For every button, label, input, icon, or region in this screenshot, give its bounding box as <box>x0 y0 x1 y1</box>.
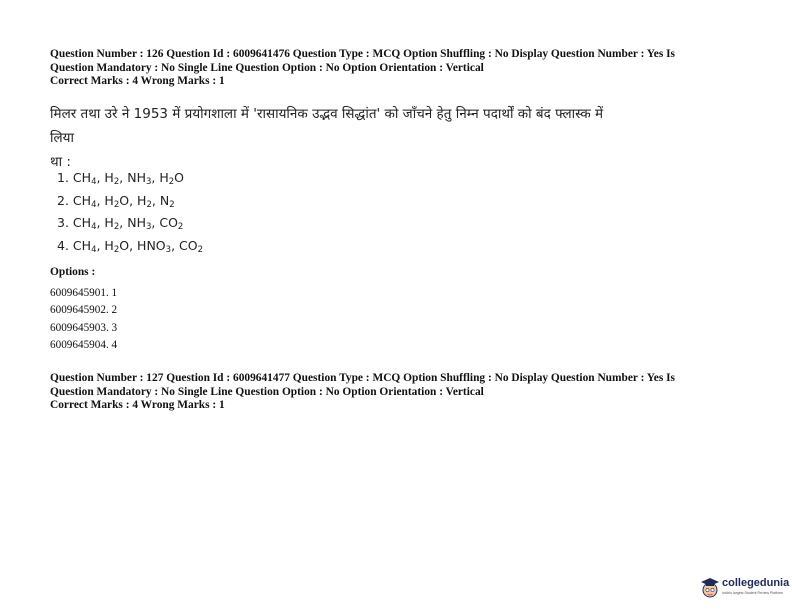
option-item-4: 6009645904. 4 <box>50 338 118 351</box>
q127-meta-line1: Question Number : 127 Question Id : 6009641477 Question Type : MCQ Option Shuffling : No Display Question Number : Yes Is <box>50 372 675 384</box>
formula-text: , CO <box>171 237 198 253</box>
formula-text: O <box>174 170 185 185</box>
formula-text: , H <box>96 237 114 253</box>
formula-subscript: 4 <box>91 222 97 232</box>
q126-options-list <box>50 285 117 354</box>
q126-options-title: Options : <box>50 266 96 278</box>
formula-text: , CO <box>151 215 178 230</box>
formula-text: , NH <box>119 170 146 185</box>
formula-text: CH <box>72 215 92 230</box>
formula-subscript: 2 <box>197 244 203 255</box>
formula-text: CH <box>72 170 92 185</box>
choice-item-3 <box>57 212 203 235</box>
formula-text: , NH <box>119 215 146 230</box>
formula-subscript: 2 <box>169 199 175 210</box>
formula-text: O, HNO <box>119 237 166 253</box>
option-item-3: 6009645903. 3 <box>50 321 118 334</box>
choice-number: 3. <box>57 215 69 230</box>
choice-number: 4. <box>57 237 69 253</box>
formula-subscript: 2 <box>113 244 120 255</box>
q126-meta-line2: Question Mandatory : No Single Line Question Option : No Option Orientation : Vertical <box>50 61 484 74</box>
choice-number: 2. <box>57 192 69 208</box>
formula-subscript: 3 <box>145 222 152 232</box>
choice-number: 1. <box>57 170 69 185</box>
option-item-2: 6009645902. 2 <box>50 304 118 317</box>
q126-marks: Correct Marks : 4 Wrong Marks : 1 <box>50 75 225 88</box>
logo-tagline: India's largest Student Review Platform <box>722 591 783 595</box>
choice-item-1 <box>57 167 203 190</box>
formula-subscript: 3 <box>145 177 152 187</box>
collegedunia-logo <box>700 572 790 602</box>
logo-wordmark: collegedunia <box>722 577 790 589</box>
formula-subscript: 2 <box>113 222 120 232</box>
q126-meta-line1: Question Number : 126 Question Id : 6009641476 Question Type : MCQ Option Shuffling : No Display Question Number : Yes Is <box>50 48 675 60</box>
formula-subscript: 3 <box>165 244 172 255</box>
q126-question-line2: था : <box>50 154 71 170</box>
formula-text: , H <box>96 192 114 208</box>
formula-subscript: 2 <box>168 177 175 187</box>
formula-text: , N <box>151 192 170 208</box>
formula-subscript: 4 <box>91 177 97 187</box>
formula-text: CH <box>72 237 92 253</box>
formula-text: CH <box>72 192 92 208</box>
formula-text: , H <box>151 170 169 185</box>
q126-choices <box>57 167 203 257</box>
formula-subscript: 2 <box>113 199 120 210</box>
graduation-cap-mascot-icon <box>700 575 720 599</box>
q127-marks: Correct Marks : 4 Wrong Marks : 1 <box>50 399 225 412</box>
formula-subscript: 2 <box>146 199 152 210</box>
option-item-1: 6009645901. 1 <box>50 287 118 299</box>
formula-text: O, H <box>119 192 147 208</box>
choice-item-4 <box>57 235 203 258</box>
q126-question-line1: मिलर तथा उरे ने 1953 में प्रयोगशाला में 'रासायनिक उद्भव सिद्धांत' को जाँचने हेतु निम्न पदार्थों को बंद फ्लास्क में लिया <box>50 106 604 146</box>
formula-text: , H <box>96 215 114 230</box>
formula-subscript: 4 <box>91 199 97 210</box>
q126-question-text <box>50 102 610 174</box>
formula-subscript: 2 <box>177 222 184 232</box>
formula-text: , H <box>96 170 114 185</box>
q127-meta-line2: Question Mandatory : No Single Line Question Option : No Option Orientation : Vertical <box>50 385 484 398</box>
q126-meta <box>50 48 750 89</box>
choice-item-2 <box>57 190 203 213</box>
q127-meta <box>50 372 750 413</box>
formula-subscript: 4 <box>91 244 97 255</box>
formula-subscript: 2 <box>113 177 120 187</box>
